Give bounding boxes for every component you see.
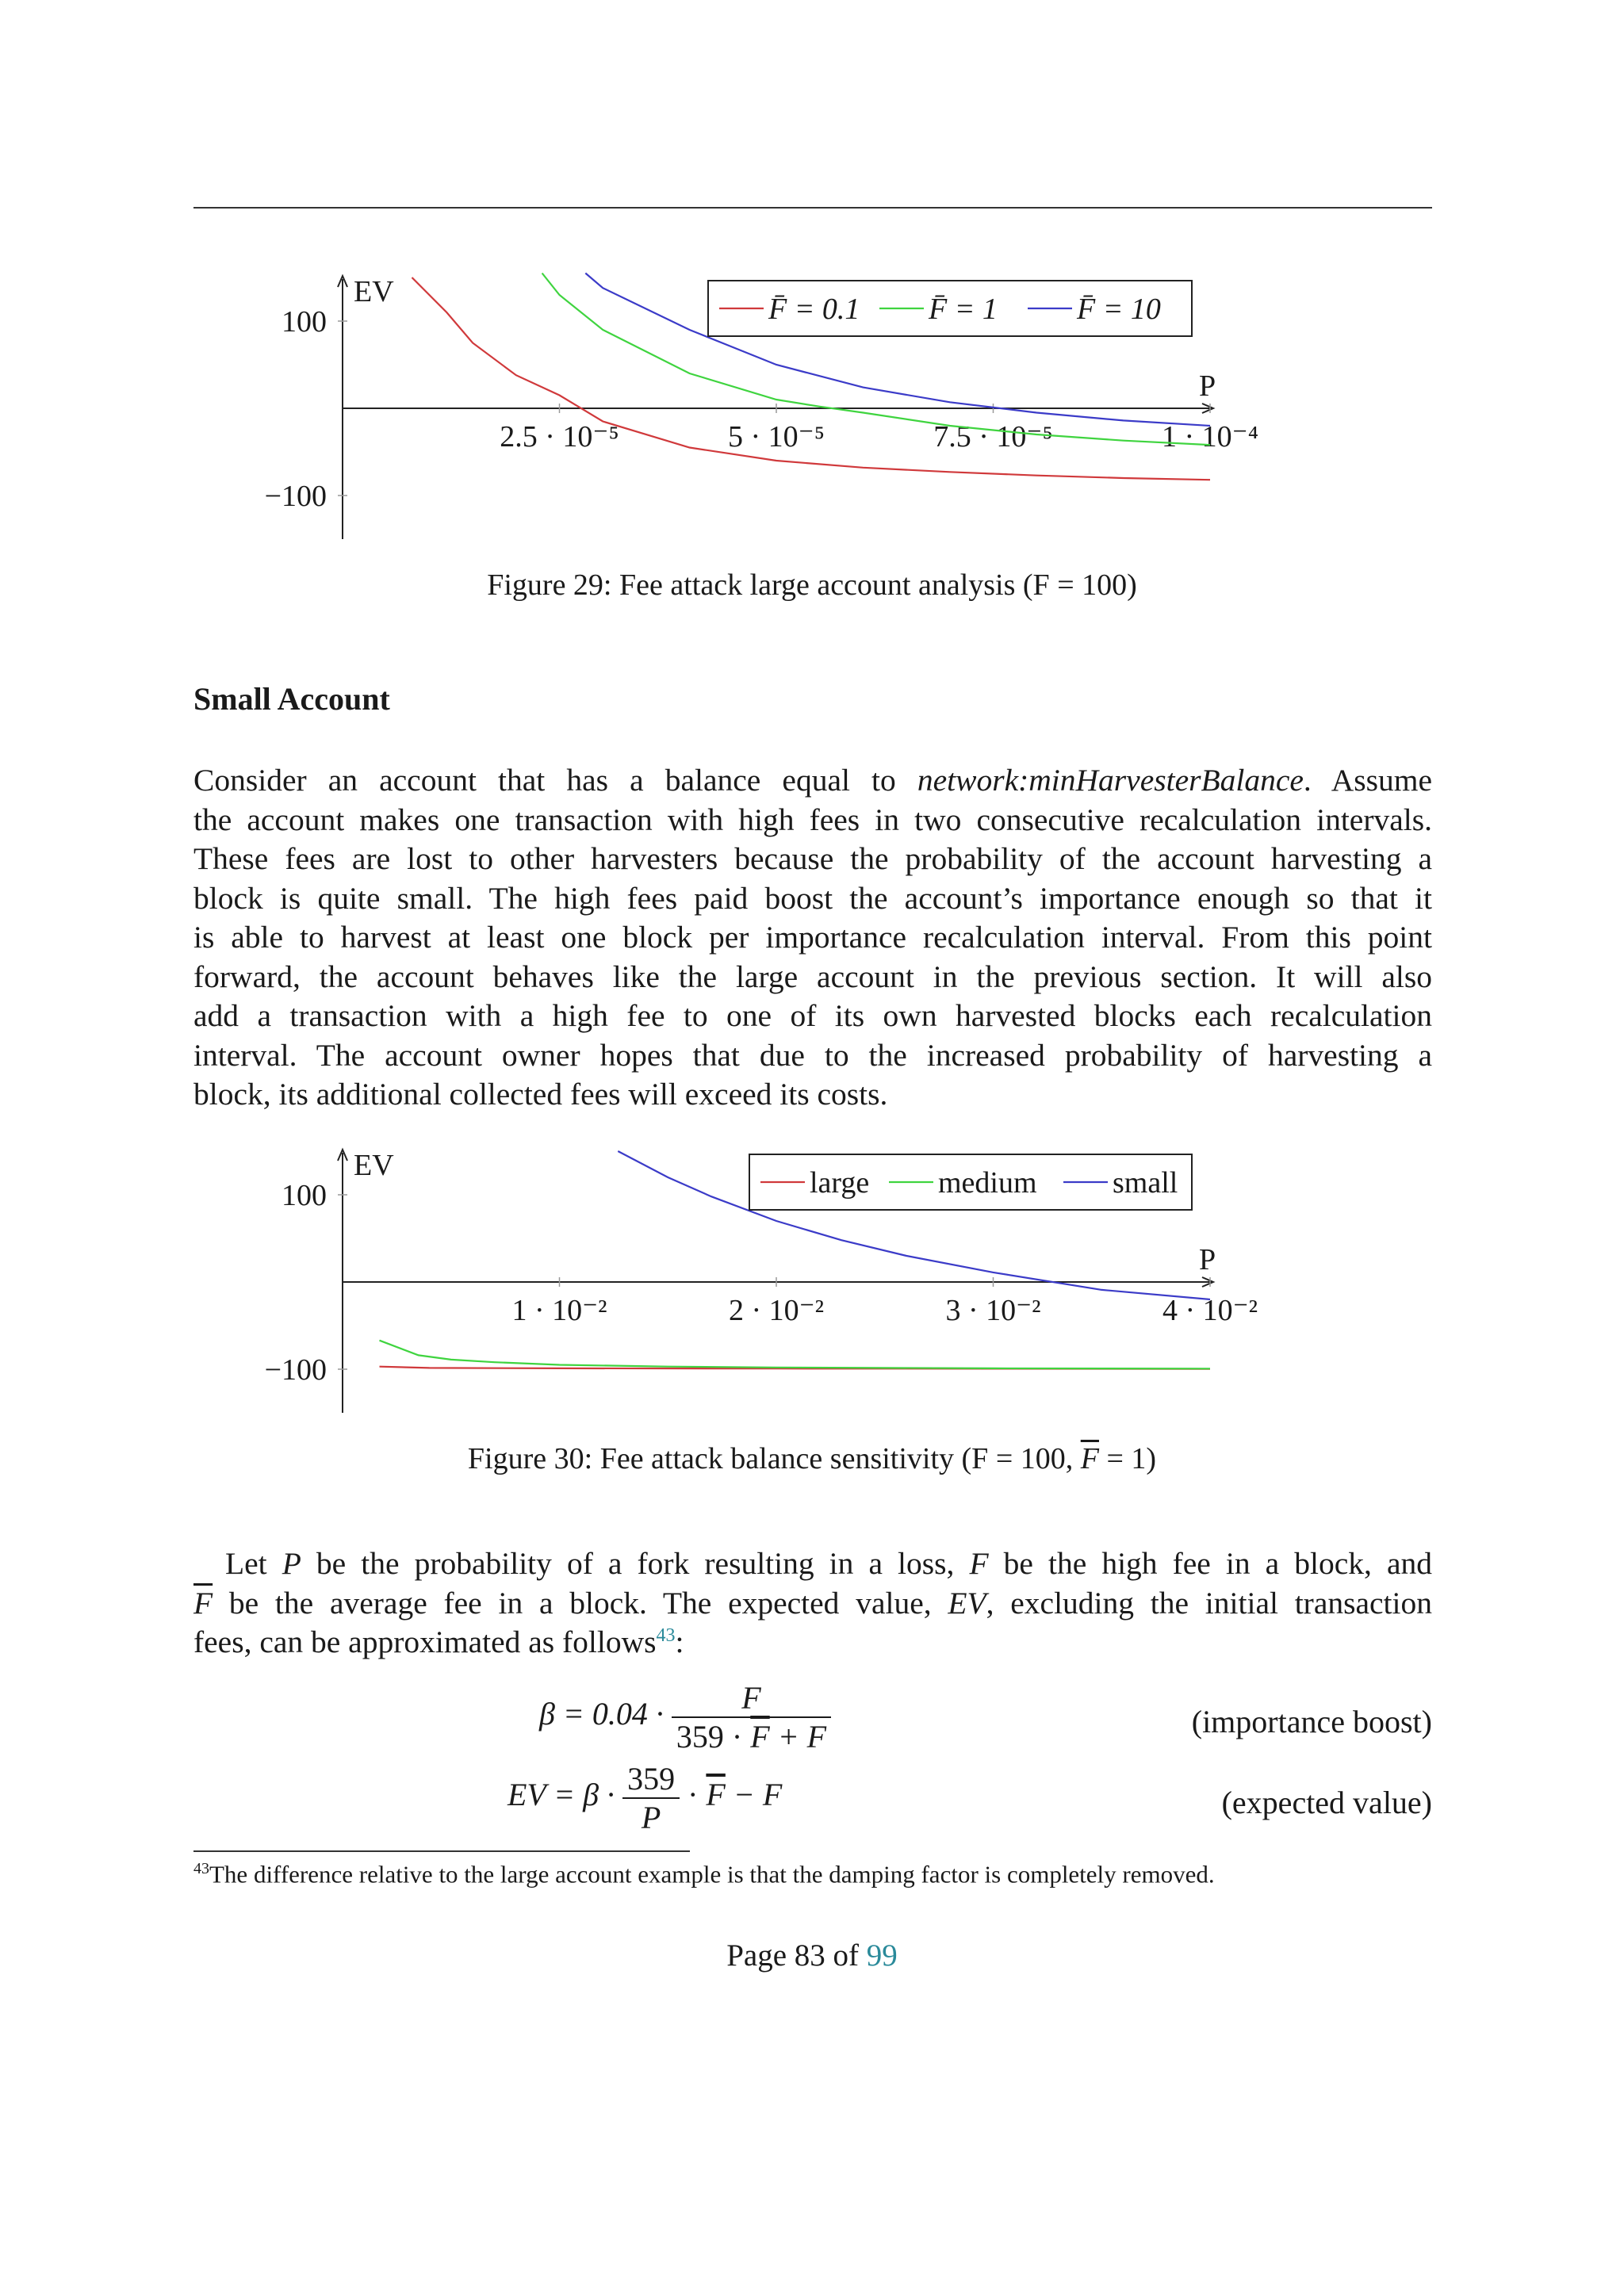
- y-tick-label: 100: [282, 305, 327, 339]
- equation-tag-importance: (importance boost): [1191, 1704, 1432, 1739]
- x-tick-label: 7.5 · 10⁻⁵: [933, 420, 1053, 453]
- paragraph-expected-value: Let P be the probability of a fork resulting in a loss, F be the high fee in a block, and $\overline{F}$ be the average fee in a block. The expected value, EV, excluding the initial transaction fees, can be approximated as follows$^{43}$:: [193, 1546, 1432, 1659]
- figure-29-caption: Figure 29: Fee attack large account analysis (F = 100): [487, 568, 1137, 602]
- equation-expected-value: EV = β · $\frac{359}{P}$ · $\overline{F} - F$: [508, 1761, 783, 1835]
- x-tick-label: 4 · 10⁻²: [1162, 1294, 1258, 1327]
- legend-entry: F̄ = 1: [929, 293, 998, 326]
- footnote-43: $^{43}$The difference relative to the large account example is that the damping factor is completely removed.: [193, 1860, 1215, 1888]
- x-tick-label: 2.5 · 10⁻⁵: [500, 420, 619, 453]
- legend-entry: medium: [938, 1166, 1037, 1200]
- legend-entry: F̄ = 0.1: [768, 293, 860, 326]
- y-tick-label: −100: [264, 480, 327, 513]
- equation-importance-boost: β = 0.04 · $\frac{F}{359 \cdot \overline{F} + F}$: [539, 1679, 831, 1755]
- legend: [749, 1154, 1192, 1210]
- section-heading: Small Account: [193, 681, 390, 717]
- legend-entry: small: [1113, 1166, 1178, 1200]
- footnote-ref-43[interactable]: 43: [656, 1624, 676, 1646]
- x-axis-label: P: [1199, 369, 1216, 403]
- x-tick-label: 1 · 10⁻⁴: [1162, 420, 1258, 453]
- x-tick-label: 3 · 10⁻²: [945, 1294, 1041, 1327]
- page-number: Page 83 of 99: [726, 1938, 898, 1973]
- x-tick-label: 5 · 10⁻⁵: [728, 420, 825, 453]
- legend-entry: F̄ = 10: [1077, 293, 1161, 326]
- legend: [708, 281, 1192, 336]
- figure-30-caption: Figure 30: Fee attack balance sensitivity (F = 100, $\overline{F} = 1$): [467, 1442, 1157, 1475]
- figure-29-chart: [0, 262, 1624, 547]
- x-axis-label: P: [1199, 1243, 1216, 1276]
- y-axis-label: EV: [354, 1149, 394, 1182]
- paragraph-small-account: Consider an account that has a balance equal to network:minHarvesterBalance. Assume the account makes one transaction with high fees in two consecutive recalculation intervals. These fees are lost to other harvesters because the probability of the account harvesting a block is quite small. The high fees paid boost the account’s importance enough so that it is able to harvest at least one block per importance recalculation interval. From this point forward, the account behaves like the large account in the previous section. It will also add a transaction with a high fee to one of its own harvested blocks each recalculation interval. The account owner hopes that due to the increased probability of harvesting a block, its additional collected fees will exceed its costs.: [193, 763, 1432, 1112]
- legend-entry: large: [810, 1166, 870, 1200]
- footnote-rule: [193, 1850, 690, 1852]
- total-pages-link[interactable]: 99: [866, 1938, 898, 1973]
- x-tick-label: 1 · 10⁻²: [511, 1294, 607, 1327]
- x-tick-label: 2 · 10⁻²: [728, 1294, 825, 1327]
- equation-tag-expected: (expected value): [1221, 1785, 1432, 1820]
- y-axis-label: EV: [354, 275, 394, 308]
- y-tick-label: −100: [264, 1353, 327, 1387]
- y-tick-label: 100: [282, 1179, 327, 1212]
- series-line: [380, 1341, 1211, 1369]
- header-rule: [193, 207, 1432, 209]
- figure-30-chart: [0, 1135, 1624, 1421]
